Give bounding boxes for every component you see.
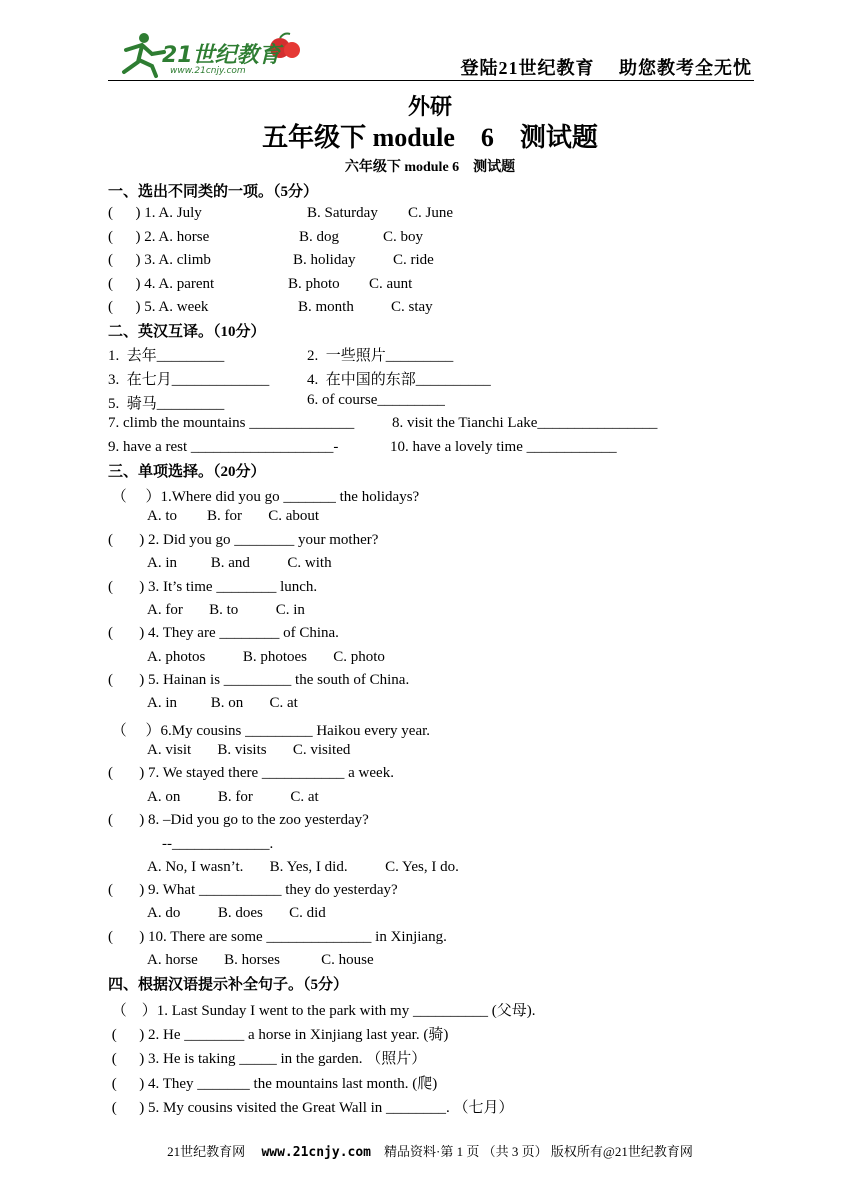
options-text: A. visit B. visits C. visited (147, 742, 351, 758)
question-text: ( ) 4. A. parent (108, 276, 215, 292)
question-text: ( ) 3. A. climb (108, 252, 211, 268)
header-divider (108, 80, 754, 81)
logo-url: www.21cnjy.com (170, 66, 246, 76)
options-text: A. to B. for C. about (147, 508, 320, 524)
translation-item: 2. 一些照片_________ (307, 348, 454, 364)
question-text: ( ) 2. Did you go ________ your mother? (108, 532, 379, 548)
header-slogan: 登陆21世纪教育 助您教考全无忧 (460, 58, 752, 78)
option-b: B. month (298, 299, 354, 315)
option-b: B. dog (299, 229, 340, 245)
translation-item: 5. 骑马_________ (108, 396, 225, 412)
question-text: ( ) 10. There are some ______________ in Xinjiang. (108, 929, 447, 945)
answer-blank: --_____________. (162, 836, 274, 852)
translation-item: 1. 去年_________ (108, 348, 225, 364)
question-text: ( ) 5. A. week (108, 299, 209, 315)
question-text: ( ) 3. It’s time ________ lunch. (108, 579, 318, 595)
option-c: C. June (408, 205, 453, 221)
title-publisher: 外研 (407, 94, 452, 119)
question-text: ( ) 8. –Did you go to the zoo yesterday? (108, 812, 369, 828)
section2-heading: 二、英汉互译。（10分） (108, 324, 266, 340)
page-footer (0, 1141, 860, 1160)
section1-heading: 一、选出不同类的一项。（5分） (108, 184, 319, 200)
footer-url-link[interactable]: www.21cnjy.com (261, 1145, 372, 1160)
page-subtitle: 六年级下 module 6 测试题 (344, 160, 516, 175)
translation-item: 10. have a lovely time ____________ (390, 439, 617, 455)
question-text: ( ) 3. He is taking _____ in the garden. （照片） (108, 1051, 427, 1067)
question-text: ( ) 4. They are ________ of China. (108, 625, 339, 641)
question-text: ( ) 2. A. horse (108, 229, 210, 245)
options-text: A. on B. for C. at (147, 789, 319, 805)
question-text: ( ) 9. What ___________ they do yesterday? (108, 882, 398, 898)
logo-text: 21世纪教育 (162, 43, 281, 68)
page-title: 五年级下 module 6 测试题 (262, 123, 598, 152)
site-logo (112, 28, 312, 80)
question-text: （ ）1.Where did you go _______ the holidays? (108, 489, 420, 505)
question-text: （ ）1. Last Sunday I went to the park with my __________ (父母). (108, 1003, 536, 1019)
option-b: B. photo (288, 276, 340, 292)
options-text: A. horse B. horses C. house (147, 952, 374, 968)
question-text: ( ) 5. My cousins visited the Great Wall in ________. （七月） (108, 1100, 514, 1116)
question-text: ( ) 5. Hainan is _________ the south of China. (108, 672, 410, 688)
options-text: A. do B. does C. did (147, 905, 326, 921)
option-b: B. holiday (293, 252, 356, 268)
translation-item: 6. of course_________ (307, 392, 445, 408)
question-text: ( ) 7. We stayed there ___________ a week. (108, 765, 394, 781)
option-c: C. ride (393, 252, 434, 268)
option-c: C. stay (391, 299, 433, 315)
options-text: A. photos B. photoes C. photo (147, 649, 385, 665)
question-text: ( ) 1. A. July (108, 205, 202, 221)
options-text: A. for B. to C. in (147, 602, 305, 618)
option-c: C. aunt (369, 276, 413, 292)
option-c: C. boy (383, 229, 424, 245)
translation-item: 3. 在七月_____________ (108, 372, 270, 388)
options-text: A. in B. and C. with (147, 555, 332, 571)
translation-item: 9. have a rest ___________________- (108, 439, 339, 455)
options-text: A. No, I wasn’t. B. Yes, I did. C. Yes, I do. (147, 859, 459, 875)
footer-site: 21世纪教育网 (167, 1144, 246, 1159)
section4-heading: 四、根据汉语提示补全句子。（5分） (108, 977, 349, 993)
runner-icon (124, 33, 164, 76)
translation-item: 7. climb the mountains ______________ (108, 415, 355, 431)
footer-copyright: 精品资料·第 1 页 （共 3 页） 版权所有@21世纪教育网 (384, 1144, 693, 1159)
option-b: B. Saturday (307, 205, 378, 221)
question-text: （ ）6.My cousins _________ Haikou every year. (108, 723, 431, 739)
question-text: ( ) 2. He ________ a horse in Xinjiang last year. (骑) (108, 1027, 449, 1043)
section3-heading: 三、单项选择。（20分） (108, 464, 266, 480)
options-text: A. in B. on C. at (147, 695, 298, 711)
translation-item: 4. 在中国的东部__________ (307, 372, 491, 388)
question-text: ( ) 4. They _______ the mountains last month. (爬) (108, 1076, 438, 1092)
translation-item: 8. visit the Tianchi Lake________________ (392, 415, 658, 431)
